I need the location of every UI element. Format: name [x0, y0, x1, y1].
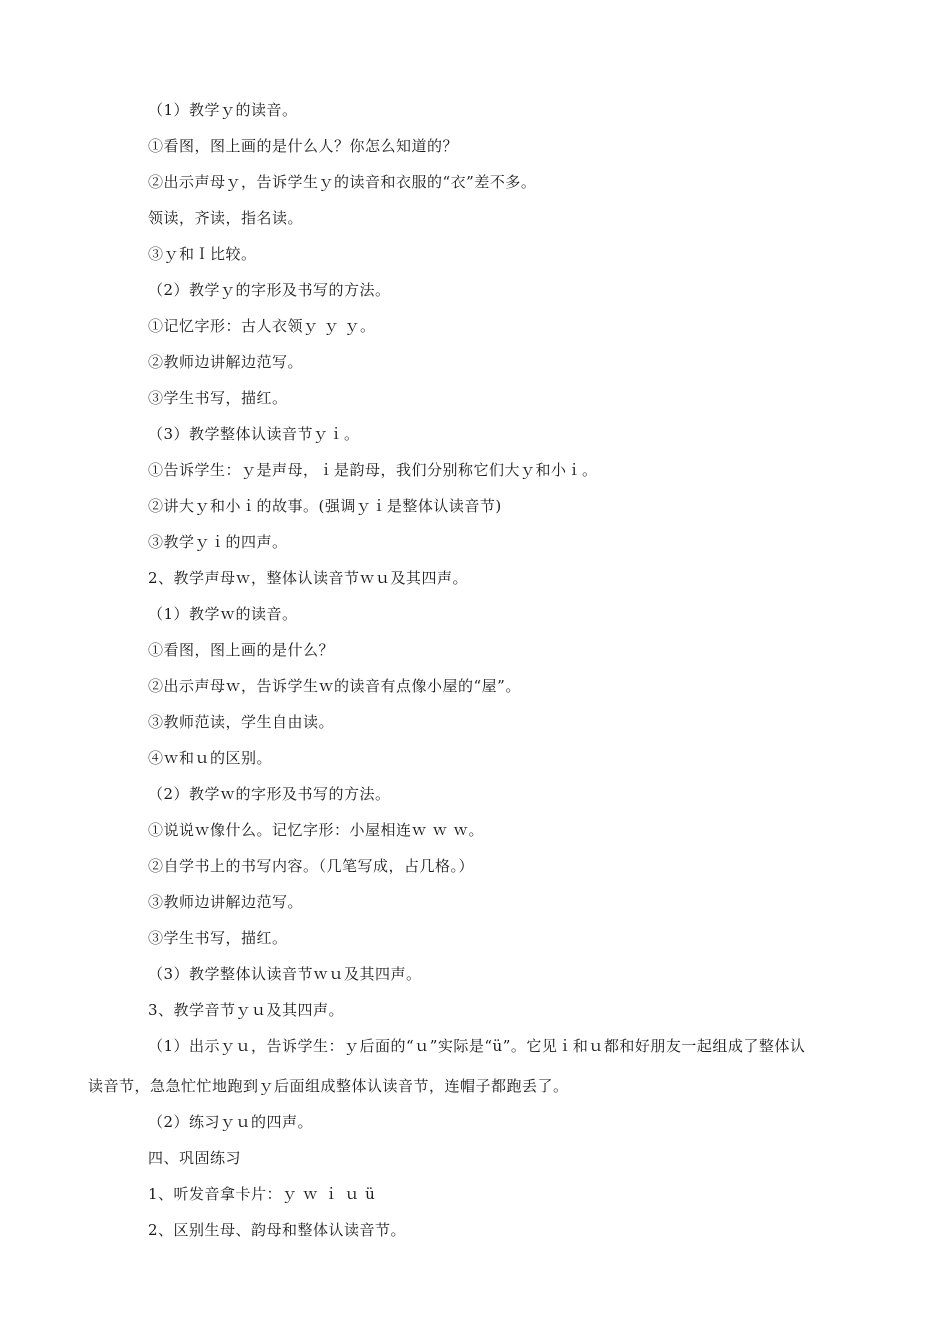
text-line: 2、区别生母、韵母和整体认读音节。 — [148, 1221, 407, 1239]
text-line: ③教师范读，学生自由读。 — [148, 713, 335, 731]
text-line: ④ｗ和ｕ的区别。 — [148, 749, 273, 767]
text-line: ①说说ｗ像什么。记忆字形：小屋相连ｗ ｗ ｗ。 — [148, 821, 485, 839]
text-line: ②出示声母ｗ，告诉学生ｗ的读音有点像小屋的“屋”。 — [148, 677, 521, 695]
text-line: （2）教学ｙ的字形及书写的方法。 — [148, 281, 391, 299]
text-line: 领读，齐读，指名读。 — [148, 209, 304, 227]
text-line: 2、教学声母ｗ，整体认读音节ｗｕ及其四声。 — [148, 569, 469, 587]
text-line: ③教学ｙｉ的四声。 — [148, 533, 288, 551]
text-line: 3、教学音节ｙｕ及其四声。 — [148, 1001, 345, 1019]
text-line: ③学生书写，描红。 — [148, 389, 288, 407]
section-heading: 四、巩固练习 — [148, 1149, 242, 1167]
text-line: ②出示声母ｙ，告诉学生ｙ的读音和衣服的“衣”差不多。 — [148, 173, 537, 191]
text-line: ①记忆字形：古人衣领ｙ ｙ ｙ。 — [148, 317, 376, 335]
text-line: （3）教学整体认读音节ｙｉ。 — [148, 425, 360, 443]
text-line: ①看图，图上画的是什么人？你怎么知道的？ — [148, 137, 459, 155]
text-line: （2）教学ｗ的字形及书写的方法。 — [148, 785, 391, 803]
text-line: ②教师边讲解边范写。 — [148, 353, 304, 371]
text-line: ①看图，图上画的是什么？ — [148, 641, 335, 659]
text-line: ①告诉学生：ｙ是声母，ｉ是韵母，我们分别称它们大ｙ和小ｉ。 — [148, 461, 598, 479]
text-line: （2）练习ｙｕ的四声。 — [148, 1113, 314, 1131]
text-line: （1）出示ｙｕ，告诉学生：ｙ后面的“ｕ”实际是“ü”。它见ｉ和ｕ都和好朋友一起组成了整体认 — [148, 1037, 806, 1055]
text-line: ③学生书写，描红。 — [148, 929, 288, 947]
text-line: ②自学书上的书写内容。（几笔写成，占几格。） — [148, 857, 475, 875]
text-line: ③ｙ和Ｉ比较。 — [148, 245, 257, 263]
text-line: ②讲大ｙ和小ｉ的故事。(强调ｙｉ是整体认读音节) — [148, 497, 502, 515]
text-line: （3）教学整体认读音节ｗｕ及其四声。 — [148, 965, 422, 983]
text-line: （1）教学ｙ的读音。 — [148, 101, 298, 119]
text-line: 读音节，急急忙忙地跑到ｙ后面组成整体认读音节，连帽子都跑丢了。 — [88, 1077, 569, 1095]
text-line: （1）教学ｗ的读音。 — [148, 605, 298, 623]
text-line: 1、听发音拿卡片：ｙ ｗ ｉ ｕ ü — [148, 1185, 376, 1203]
text-line: ③教师边讲解边范写。 — [148, 893, 304, 911]
